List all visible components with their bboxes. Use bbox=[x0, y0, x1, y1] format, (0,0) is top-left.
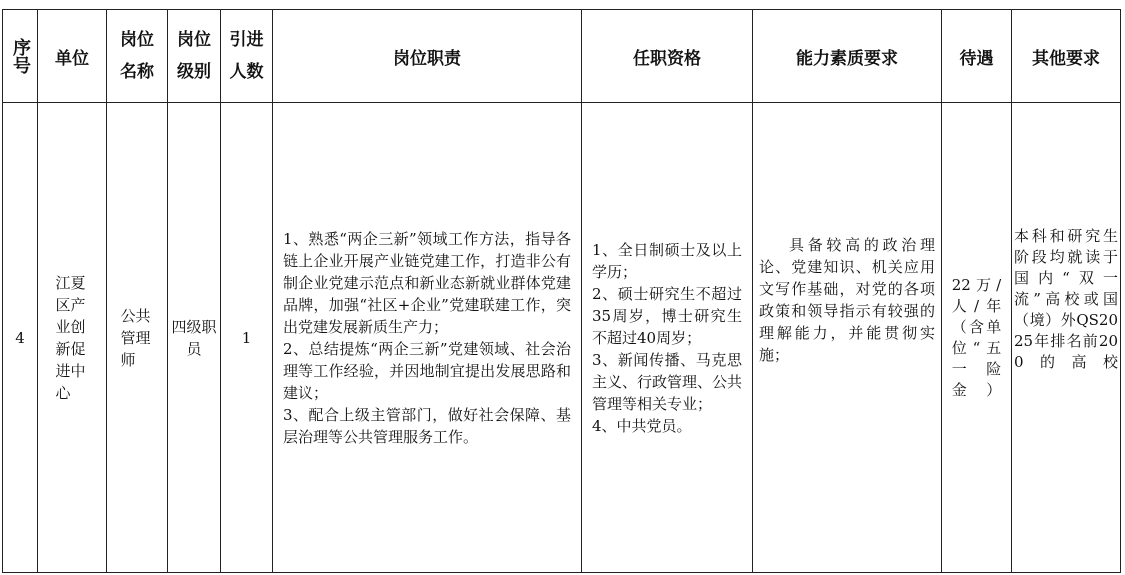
qualification-item: 2、硕士研究生不超过35周岁，博士研究生不超过40周岁； bbox=[592, 284, 742, 347]
cell-post-level bbox=[168, 103, 221, 573]
header-headcount-line2: 人数 bbox=[229, 62, 264, 82]
qualification-item: 1、全日制硕士及以上学历； bbox=[592, 240, 742, 281]
recruitment-table bbox=[2, 9, 1121, 573]
header-qualifications: 任职资格 bbox=[582, 10, 753, 103]
header-row bbox=[3, 10, 1121, 103]
cell-duties bbox=[273, 103, 582, 573]
cell-pay bbox=[942, 103, 1012, 573]
header-duties: 岗位职责 bbox=[273, 10, 582, 103]
header-post-level-line1: 岗位 bbox=[177, 30, 211, 50]
header-headcount bbox=[221, 10, 273, 103]
other-requirements-text: 本科和研究生阶段均就读于国内“双一流”高校或国（境）外QS2025年排名前200的高校 bbox=[1014, 227, 1118, 371]
duty-item: 3、配合上级主管部门，做好社会保障、基层治理等公共管理服务工作。 bbox=[283, 405, 571, 446]
header-post-name bbox=[107, 10, 168, 103]
qualification-item: 4、中共党员。 bbox=[592, 416, 692, 435]
header-other: 其他要求 bbox=[1012, 10, 1121, 103]
header-abilities: 能力素质要求 bbox=[753, 10, 942, 103]
header-post-level bbox=[168, 10, 221, 103]
header-post-name-line2: 名称 bbox=[120, 62, 154, 82]
header-post-name-line1: 岗位 bbox=[120, 30, 154, 50]
header-unit: 单位 bbox=[38, 10, 107, 103]
header-seq: 序号 bbox=[3, 10, 38, 103]
cell-unit-text: 江夏区产业创新促进中心 bbox=[55, 273, 86, 402]
header-post-level-line2: 级别 bbox=[177, 62, 211, 82]
qualification-item: 3、新闻传播、马克思主义、行政管理、公共管理等相关专业； bbox=[592, 350, 743, 413]
cell-unit bbox=[38, 103, 107, 573]
duty-item: 1、熟悉“两企三新”领域工作方法，指导各链上企业开展产业链党建工作，打造非公有制企业党建示范点和新业态新就业群体党建品牌，加强“社区+企业”党建联建工作，突出党建发展新质生产力； bbox=[283, 229, 571, 336]
cell-post-name-text: 公共管理师 bbox=[120, 306, 151, 369]
qualifications-list bbox=[582, 239, 752, 437]
abilities-text: 具备较高的政治理论、党建知识、机关应用文写作基础，对党的各项政策和领导指示有较强的理解能力，并能贯彻实施； bbox=[759, 235, 935, 364]
cell-headcount: 1 bbox=[221, 103, 273, 573]
header-pay: 待遇 bbox=[942, 10, 1012, 103]
table-row bbox=[3, 103, 1121, 573]
cell-qualifications bbox=[582, 103, 753, 573]
cell-post-level-text: 四级职员 bbox=[171, 317, 217, 358]
cell-post-name bbox=[107, 103, 168, 573]
duty-item: 2、总结提炼“两企三新”党建领域、社会治理等工作经验，并因地制宜提出发展思路和建议； bbox=[283, 339, 571, 402]
header-headcount-line1: 引进 bbox=[229, 30, 264, 50]
cell-seq: 4 bbox=[3, 103, 38, 573]
pay-text: 22万/人/年（含单位“五一险金） bbox=[951, 275, 1002, 399]
duties-list bbox=[273, 228, 581, 448]
cell-other bbox=[1012, 103, 1121, 573]
cell-abilities bbox=[753, 103, 942, 573]
